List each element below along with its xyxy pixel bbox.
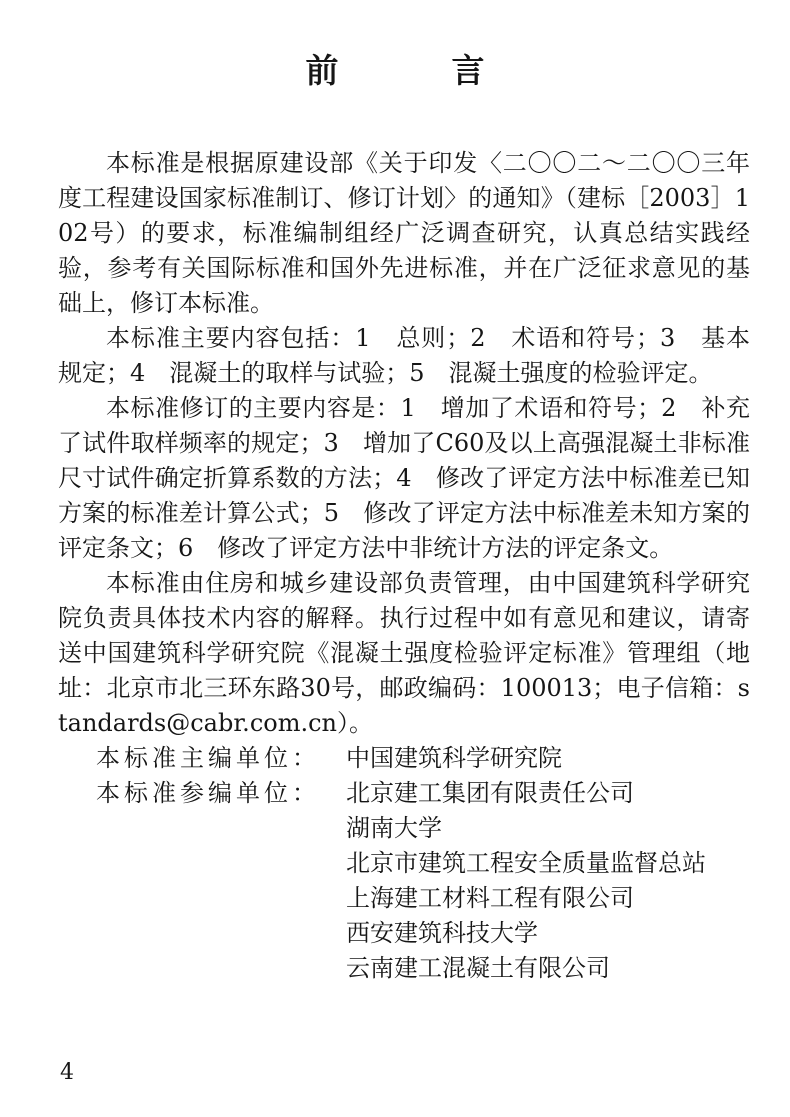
participating-units-label: 本标准参编单位： xyxy=(96,779,320,807)
organization-units xyxy=(58,741,750,986)
paragraph-contents: 本标准主要内容包括：1 总则；2 术语和符号；3 基本规定；4 混凝土的取样与试验；5 混凝土强度的检验评定。 xyxy=(58,324,750,387)
paragraph-revisions: 本标准修订的主要内容是：1 增加了术语和符号；2 补充了试件取样频率的规定；3 增加了C60及以上高强混凝土非标准尺寸试件确定折算系数的方法；4 修改了评定方法中标准差已知方案的标准差计算公式；5 修改了评定方法中标准差未知方案的评定条文；6 修改了评定方法中非统计方法的评定条文。 xyxy=(58,394,750,562)
paragraph-basis: 本标准是根据原建设部《关于印发〈二〇〇二～二〇〇三年度工程建设国家标准制订、修订计划〉的通知》（建标［2003］102号）的要求，标准编制组经广泛调查研究，认真总结实践经验，参考有关国际标准和国外先进标准，并在广泛征求意见的基础上，修订本标准。 xyxy=(58,149,750,317)
participating-unit: 上海建工材料工程有限公司 xyxy=(346,884,634,912)
page-number: 4 xyxy=(60,1060,74,1085)
participating-unit: 云南建工混凝土有限公司 xyxy=(346,954,610,982)
paragraph-management: 本标准由住房和城乡建设部负责管理，由中国建筑科学研究院负责具体技术内容的解释。执行过程中如有意见和建议，请寄送中国建筑科学研究院《混凝土强度检验评定标准》管理组（地址：北京市北三环东路30号，邮政编码：100013；电子信箱：standards@cabr.com.cn）。 xyxy=(58,569,750,737)
chief-unit-label: 本标准主编单位： xyxy=(96,744,320,772)
participating-units-row xyxy=(58,776,750,986)
chief-unit-name: 中国建筑科学研究院 xyxy=(346,744,562,772)
participating-units-list xyxy=(346,776,750,986)
chief-unit-row xyxy=(58,741,750,776)
participating-unit: 北京市建筑工程安全质量监督总站 xyxy=(346,849,706,877)
participating-unit: 北京建工集团有限责任公司 xyxy=(346,779,634,807)
page-title: 前 言 xyxy=(305,51,525,90)
participating-unit: 西安建筑科技大学 xyxy=(346,919,538,947)
preface-body xyxy=(58,146,750,986)
participating-unit: 湖南大学 xyxy=(346,814,442,842)
